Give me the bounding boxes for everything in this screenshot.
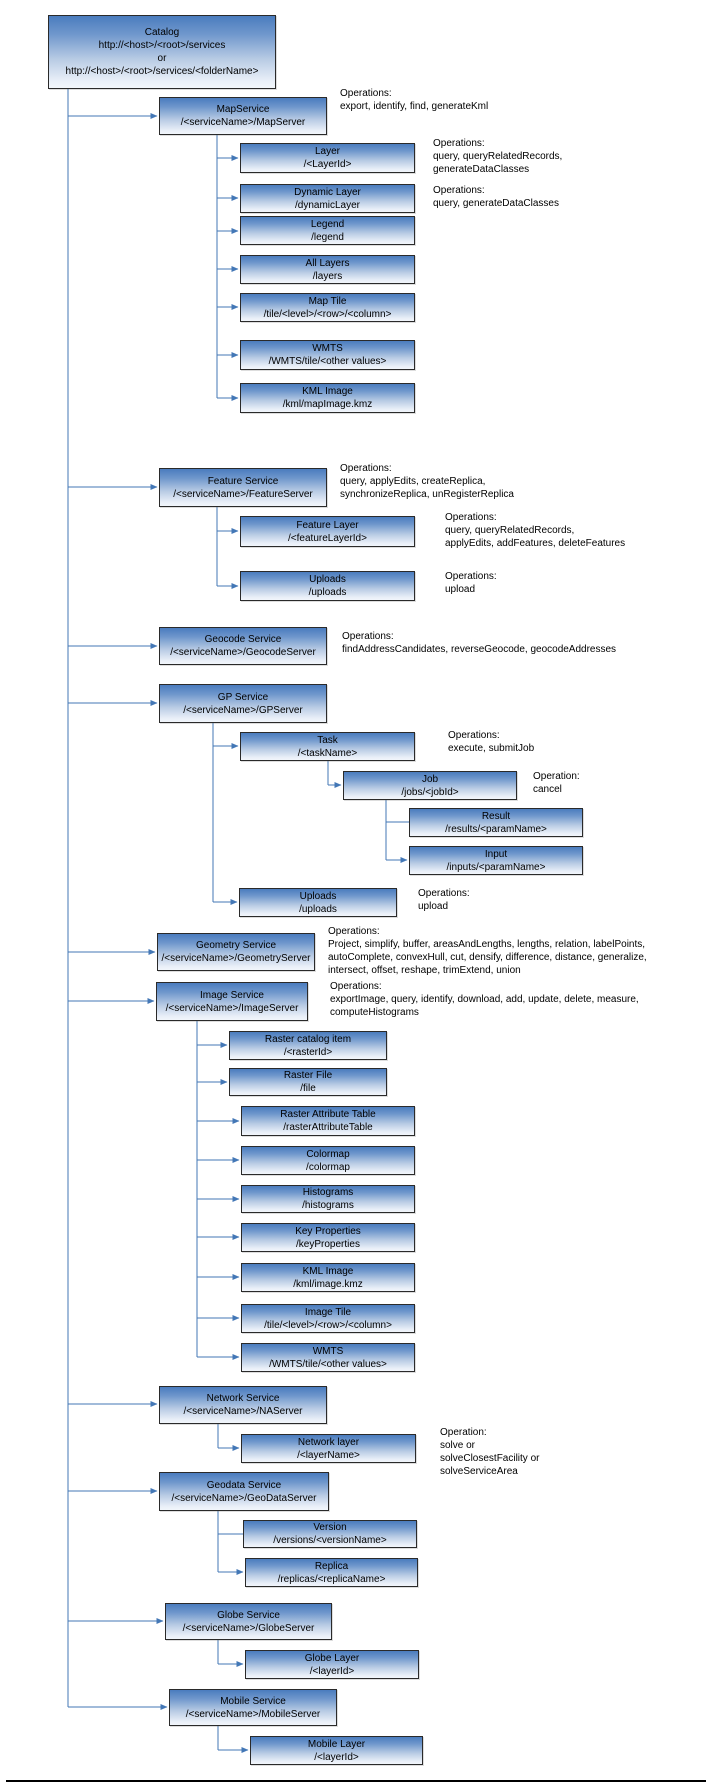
node-path: /histograms: [302, 1200, 354, 1211]
node-mobile-layer: [250, 1736, 423, 1765]
node-raster-catalog-item: [229, 1031, 387, 1060]
ops-line: query, applyEdits, createReplica,: [340, 476, 486, 487]
node-title: GP Service: [217, 691, 269, 703]
node-globe-layer: [245, 1650, 419, 1679]
node-key-properties: [241, 1223, 415, 1252]
ops-line: synchronizeReplica, unRegisterReplica: [340, 489, 514, 500]
ops-uploads-gp: [418, 887, 470, 913]
node-input: [409, 846, 583, 875]
ops-line: solveClosestFacility or: [440, 1453, 540, 1464]
ops-geometry-service: [328, 925, 647, 977]
node-title: Image Service: [200, 989, 264, 1001]
node-legend: [240, 216, 415, 245]
node-path: /<serviceName>/MobileServer: [185, 1708, 321, 1720]
ops-line: query, queryRelatedRecords,: [433, 151, 563, 162]
ops-line: solveServiceArea: [440, 1466, 518, 1477]
node-path: /<serviceName>/GeocodeServer: [170, 647, 316, 658]
ops-heading: Operations:: [342, 631, 394, 642]
ops-task: [448, 729, 534, 755]
ops-network-layer: [440, 1426, 539, 1478]
node-path: /tile/<level>/<row>/<column>: [263, 308, 392, 320]
ops-heading: Operations:: [340, 88, 392, 99]
ops-line: generateDataClasses: [433, 164, 530, 175]
ops-heading: Operations:: [445, 571, 497, 582]
node-title: Input: [484, 848, 508, 860]
node-title: Geodata Service: [206, 1479, 282, 1491]
node-feature-service: [159, 468, 327, 507]
node-title: Globe Layer: [304, 1652, 360, 1664]
ops-uploads-feature: [445, 570, 497, 596]
node-raster-file: [229, 1068, 387, 1096]
ops-feature-service: [340, 462, 514, 501]
node-histograms: [241, 1185, 415, 1213]
node-job: [343, 771, 517, 800]
node-layer: [240, 143, 415, 173]
node-title: WMTS: [312, 343, 343, 354]
ops-line: intersect, offset, reshape, trimExtend, union: [328, 965, 521, 976]
node-result: [409, 808, 583, 837]
node-path: /<taskName>: [297, 747, 358, 759]
ops-heading: Operation:: [533, 771, 580, 782]
ops-heading: Operations:: [340, 463, 392, 474]
node-path: /<featureLayerId>: [288, 532, 367, 544]
ops-heading: Operations:: [433, 185, 485, 196]
node-path: /<serviceName>/ImageServer: [165, 1002, 299, 1014]
node-title: WMTS: [312, 1345, 344, 1357]
ops-line: computeHistograms: [330, 1007, 419, 1018]
node-path: /versions/<versionName>: [273, 1535, 387, 1546]
node-path: /WMTS/tile/<other values>: [268, 356, 387, 367]
ops-line: exportImage, query, identify, download, add, update, delete, measure,: [330, 994, 639, 1005]
node-url: http://<host>/<root>/services: [98, 40, 226, 51]
node-path: /tile/<level>/<row>/<column>: [264, 1319, 392, 1331]
node-network-service: [159, 1386, 327, 1424]
ops-line: upload: [418, 901, 449, 912]
node-path: /legend: [311, 231, 344, 243]
node-title: Uploads: [309, 574, 346, 585]
node-mobile-service: [169, 1689, 337, 1726]
node-path: /<layerId>: [314, 1751, 359, 1763]
node-path: /<layerId>: [309, 1665, 355, 1677]
node-title: Mobile Service: [220, 1695, 286, 1707]
node-title: Globe Service: [217, 1609, 280, 1621]
node-title: Map Tile: [308, 295, 347, 307]
ops-geocode-service: [342, 630, 616, 656]
node-path: /keyProperties: [296, 1238, 360, 1250]
node-title: Histograms: [302, 1187, 354, 1198]
ops-line: export, identify, find, generateKml: [340, 101, 489, 112]
node-url-folder: http://<host>/<root>/services/<folderName>: [65, 66, 259, 77]
ops-line: Project, simplify, buffer, areasAndLengths, lengths, relation, labelPoints,: [328, 939, 646, 950]
ops-heading: Operations:: [418, 888, 470, 899]
node-or: or: [157, 53, 167, 64]
node-title: Version: [313, 1522, 347, 1533]
node-title: Catalog: [144, 27, 180, 38]
node-title: Raster File: [283, 1070, 333, 1081]
node-path: /jobs/<jobId>: [401, 786, 459, 798]
node-task: [240, 732, 415, 761]
ops-line: upload: [445, 584, 476, 595]
node-kml-image-map: [240, 383, 415, 413]
node-title: KML Image: [302, 1265, 354, 1277]
node-geometry-service: [157, 933, 315, 971]
node-title: Image Tile: [304, 1306, 352, 1318]
ops-layer: [433, 137, 562, 176]
node-gp-service: [159, 684, 327, 723]
node-path: /<rasterId>: [283, 1046, 333, 1058]
node-path: /WMTS/tile/<other values>: [269, 1358, 387, 1370]
node-path: /<serviceName>/FeatureServer: [173, 488, 313, 500]
node-title: Geocode Service: [204, 634, 282, 645]
node-path: /rasterAttributeTable: [283, 1122, 373, 1133]
node-image-service: [156, 982, 308, 1021]
ops-job: [533, 770, 580, 796]
node-uploads-gp: [239, 888, 397, 917]
node-title: KML Image: [302, 386, 353, 397]
node-path: /file: [300, 1083, 316, 1094]
ops-heading: Operations:: [433, 138, 485, 149]
node-replica: [245, 1558, 418, 1587]
ops-line: solve or: [440, 1440, 476, 1451]
node-path: /<serviceName>/GeoDataServer: [171, 1492, 317, 1504]
ops-line: cancel: [533, 784, 562, 795]
node-title: Feature Layer: [296, 519, 359, 531]
node-path: /dynamicLayer: [294, 199, 361, 211]
node-title: MapService: [216, 104, 270, 115]
node-network-layer: [241, 1434, 416, 1463]
node-path: /<serviceName>/GeometryServer: [161, 953, 311, 964]
node-title: Colormap: [306, 1148, 350, 1160]
node-path: /<LayerId>: [303, 159, 352, 170]
ops-heading: Operation:: [440, 1427, 487, 1438]
node-path: /kml/mapImage.kmz: [282, 399, 373, 410]
node-path: /<serviceName>/GPServer: [183, 704, 303, 716]
node-path: /<layerName>: [297, 1449, 360, 1461]
ops-line: query, generateDataClasses: [433, 198, 559, 209]
node-path: /<serviceName>/GlobeServer: [182, 1622, 315, 1634]
ops-heading: Operations:: [328, 926, 380, 937]
page-divider: [6, 1780, 706, 1782]
node-title: Key Properties: [295, 1225, 361, 1237]
node-title: Job: [421, 773, 439, 785]
node-title: Layer: [314, 146, 340, 157]
ops-heading: Operations:: [445, 512, 497, 523]
node-path: /inputs/<paramName>: [446, 861, 546, 873]
node-path: /layers: [312, 270, 343, 282]
node-path: /results/<paramName>: [445, 823, 547, 835]
node-title: Network Service: [206, 1393, 280, 1404]
node-path: /uploads: [299, 903, 337, 915]
node-title: Network layer: [297, 1436, 360, 1448]
ops-image-service: [330, 980, 639, 1019]
node-title: All Layers: [305, 257, 350, 269]
ops-heading: Operations:: [330, 981, 382, 992]
ops-line: findAddressCandidates, reverseGeocode, geocodeAddresses: [342, 644, 617, 655]
node-path: /<serviceName>/MapServer: [180, 117, 306, 128]
node-map-service: [159, 97, 327, 135]
node-title: Legend: [310, 218, 345, 230]
node-title: Raster catalog item: [264, 1033, 352, 1045]
node-path: /kml/image.kmz: [293, 1278, 363, 1290]
node-map-tile: [240, 293, 415, 322]
node-uploads-feature: [240, 571, 415, 601]
node-title: Uploads: [299, 890, 337, 902]
node-title: Raster Attribute Table: [280, 1109, 376, 1120]
node-path: /colormap: [306, 1161, 350, 1173]
node-title: Replica: [314, 1560, 349, 1572]
node-title: Task: [317, 734, 338, 746]
node-path: /uploads: [308, 587, 347, 598]
node-kml-image-image: [241, 1263, 415, 1292]
node-image-tile: [241, 1304, 415, 1333]
ops-map-service: [340, 87, 488, 113]
node-geodata-service: [159, 1472, 329, 1511]
node-title: Feature Service: [207, 475, 279, 487]
ops-feature-layer: [445, 511, 625, 550]
node-path: /replicas/<replicaName>: [277, 1573, 386, 1585]
ops-line: autoComplete, convexHull, cut, densify, difference, distance, generalize,: [328, 952, 647, 963]
node-wmts-map: [240, 340, 415, 370]
node-path: /<serviceName>/NAServer: [183, 1406, 303, 1417]
ops-dynamic-layer: [433, 184, 559, 210]
ops-line: execute, submitJob: [448, 743, 535, 754]
node-wmts-image: [241, 1343, 415, 1372]
node-title: Geometry Service: [195, 940, 277, 951]
ops-line: applyEdits, addFeatures, deleteFeatures: [445, 538, 626, 549]
node-title: Dynamic Layer: [294, 186, 361, 198]
node-colormap: [241, 1146, 415, 1175]
node-feature-layer: [240, 516, 415, 547]
node-title: Mobile Layer: [307, 1738, 366, 1750]
ops-line: query, queryRelatedRecords,: [445, 525, 575, 536]
node-globe-service: [165, 1603, 332, 1640]
node-version: [243, 1520, 417, 1548]
node-all-layers: [240, 255, 415, 284]
node-catalog: [48, 15, 276, 89]
node-dynamic-layer: [240, 184, 415, 213]
ops-heading: Operations:: [448, 730, 500, 741]
node-title: Result: [481, 810, 511, 822]
node-geocode-service: [159, 627, 327, 665]
node-raster-attribute-table: [241, 1106, 415, 1136]
